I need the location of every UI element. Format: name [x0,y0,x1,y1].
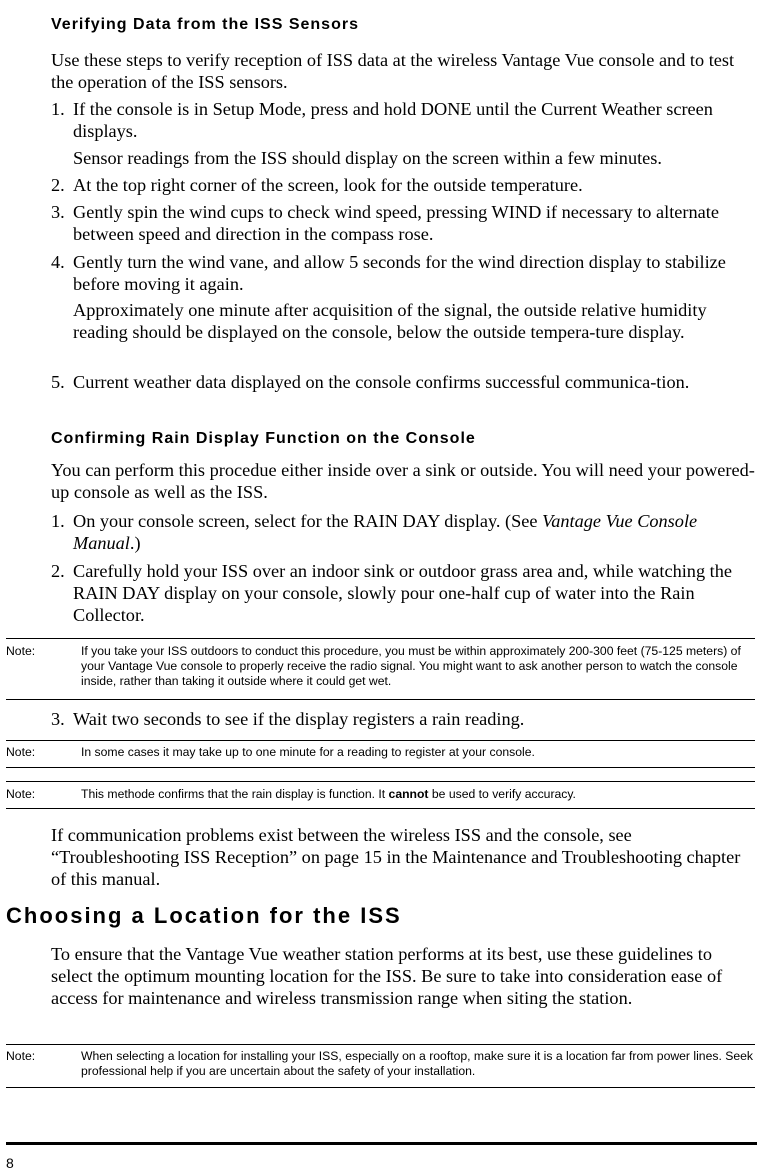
step-text-post: .) [129,533,141,553]
step-number: 1. [51,99,65,119]
note-text: In some cases it may take up to one minute for a reading to register at your console. [81,745,535,759]
note-rule-top [6,781,755,782]
step-text-pre: On your console screen, select for the RAIN DAY display. (See [73,511,543,531]
note-text-post: be used to verify accuracy. [428,787,576,801]
page-number: 8 [6,1155,14,1171]
step-number: 2. [51,175,65,195]
footer-rule [6,1142,757,1145]
note-text: When selecting a location for installing your ISS, especially on a rooftop, make sure it is a location far from power lines. Seek professional help if you are uncertain about the safety of your installation. [81,1049,753,1078]
location-intro: To ensure that the Vantage Vue weather station performs at its best, use these guidelines to select the optimum mounting location for the ISS. Be sure to take into consideration ease of access for maintenance and wireless transmission range when siting the station. [51,944,723,1008]
manual-title: Vantage Vue Console Manual [73,511,698,553]
step-text: At the top right corner of the screen, look for the outside temperature. [73,175,583,195]
verify-intro: Use these steps to verify reception of ISS data at the wireless Vantage Vue console and to test the operation of the ISS sensors. [51,50,735,92]
step-text: If the console is in Setup Mode, press and hold DONE until the Current Weather screen displays. [73,99,713,141]
note-rule-top [6,1044,755,1045]
step-text: Current weather data displayed on the console confirms successful communica-tion. [73,372,690,392]
note-rule-bottom [6,767,755,768]
step-text: Gently spin the wind cups to check wind speed, pressing WIND if necessary to alternate between speed and direction in the compass rose. [73,202,719,244]
note-label: Note: [6,745,36,759]
note-text: If you take your ISS outdoors to conduct this procedure, you must be within approximately 200-300 feet (75-125 meters) of your Vantage Vue console to properly receive the radio signal. You might want to ask another person to watch the console inside, rather than taking it outside where it could get wet. [81,644,741,688]
step-number: 1. [51,511,65,531]
note-rule-bottom [6,699,755,700]
section-heading-rain: Confirming Rain Display Function on the Console [51,430,476,447]
step-text: Carefully hold your ISS over an indoor sink or outdoor grass area and, while watching the RAIN DAY display on your console, slowly pour one-half cup of water into the Rain Collector. [73,561,732,625]
step-text: Gently turn the wind vane, and allow 5 seconds for the wind direction display to stabilize before moving it again. [73,252,726,294]
note-label: Note: [6,787,36,801]
step-number: 3. [51,709,65,729]
step-number: 2. [51,561,65,581]
note-text [81,787,756,802]
verify-step-1-follow: Sensor readings from the ISS should display on the screen within a few minutes. [73,148,662,168]
note-rule-top [6,740,755,741]
step-number: 4. [51,252,65,272]
note-label: Note: [6,1049,36,1063]
rain-intro: You can perform this procedue either inside over a sink or outside. You will need your powered-up console as well as the ISS. [51,460,755,502]
note-rule-top [6,638,755,639]
section-heading-location: Choosing a Location for the ISS [6,903,402,928]
step-text [73,510,756,554]
note-emphasis: cannot [388,787,429,801]
step-text: Wait two seconds to see if the display registers a rain reading. [73,709,525,729]
rain-outro: If communication problems exist between the wireless ISS and the console, see “Troubleshooting ISS Reception” on page 15 in the Maintenance and Troubleshooting chapter of this manual. [51,825,741,889]
note-text-pre: This methode confirms that the rain display is function. It [81,787,389,801]
note-label: Note: [6,644,36,658]
step-number: 3. [51,202,65,222]
note-rule-bottom [6,808,755,809]
step-number: 5. [51,372,65,392]
note-rule-bottom [6,1087,755,1088]
verify-step-4-follow: Approximately one minute after acquisition of the signal, the outside relative humidity reading should be displayed on the console, below the outside tempera-ture display. [73,300,707,342]
section-heading-verify: Verifying Data from the ISS Sensors [51,16,359,33]
